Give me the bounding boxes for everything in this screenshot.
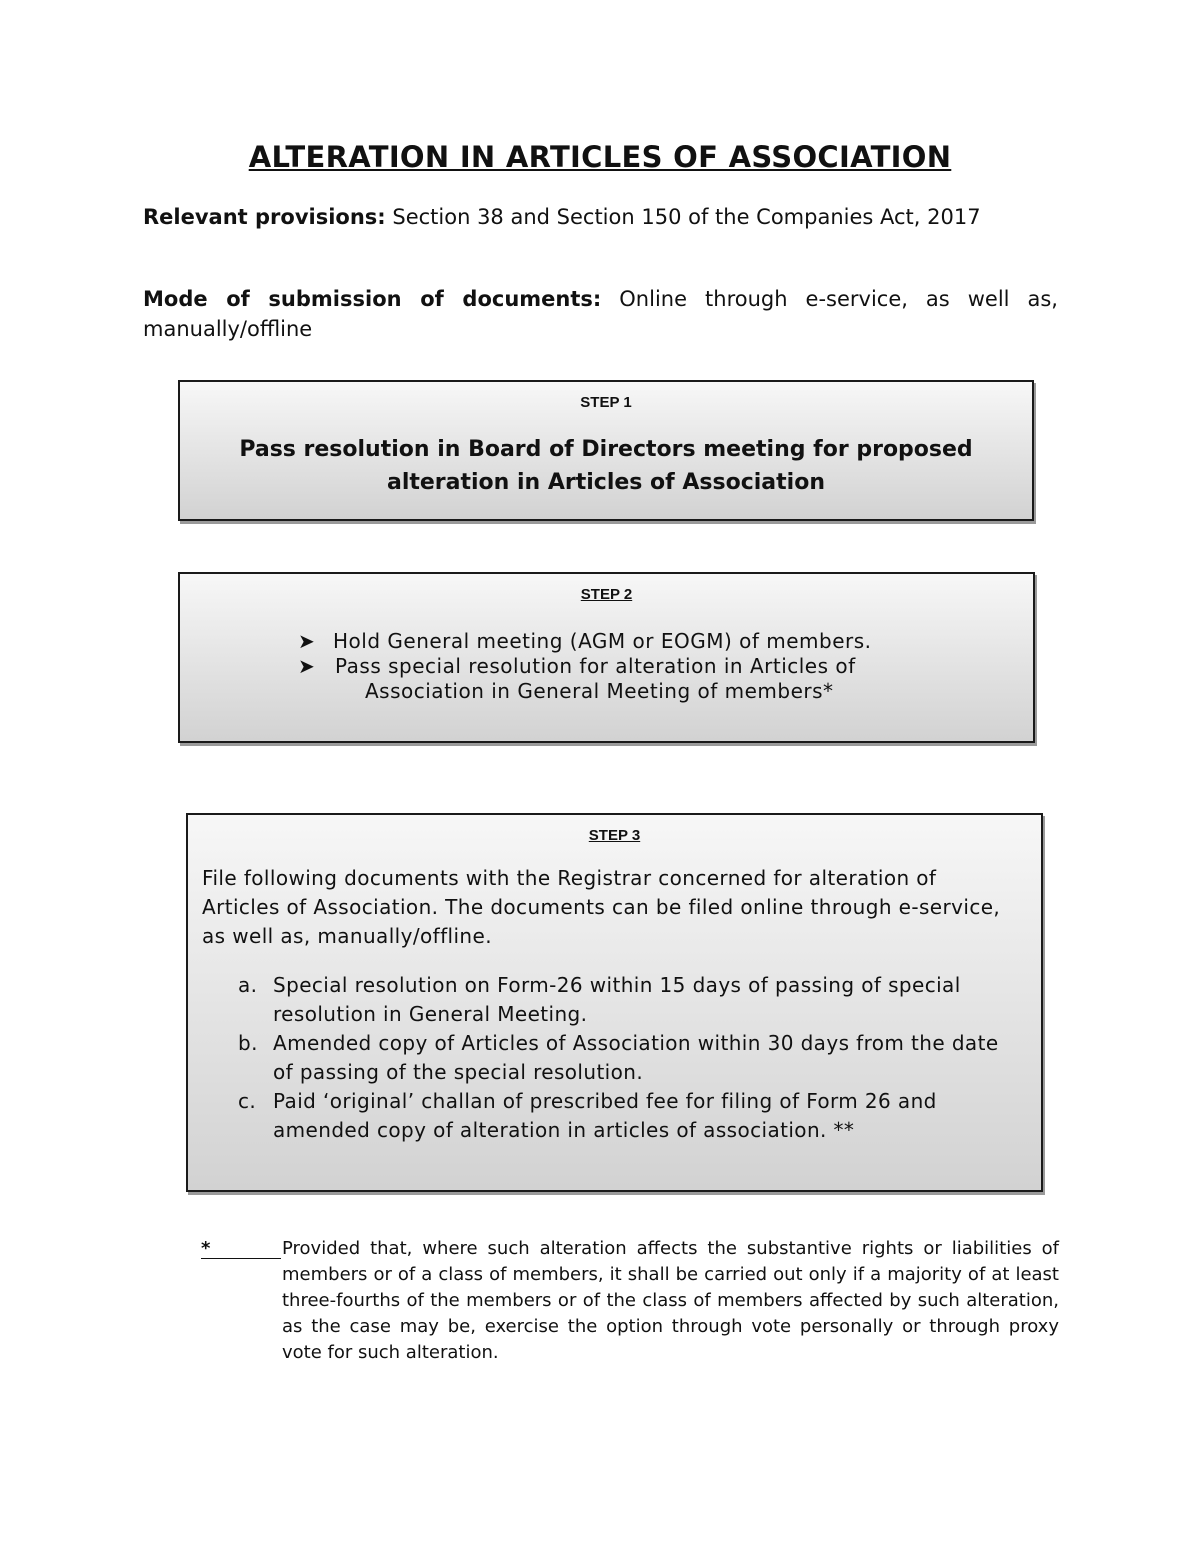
list-item-text: Paid ‘original’ challan of prescribed fee for filing of Form 26 and amended copy of alteration in articles of association. ** [273,1089,937,1142]
step-1-box [178,380,1034,521]
step-2-item-text: Hold General meeting (AGM or EOGM) of members. [333,629,872,653]
list-item-text: Special resolution on Form-26 within 15 days of passing of special resolution in General Meeting. [273,973,961,1026]
footnote-marker: * [201,1236,281,1259]
step-2-box [178,572,1035,743]
step-2-item-text: Pass special resolution for alteration in Articles of [335,654,856,678]
step-1-heading: STEP 1 [580,394,632,411]
list-item [298,629,1033,654]
relevant-provisions-text: Section 38 and Section 150 of the Companies Act, 2017 [385,205,981,229]
mode-of-submission-label: Mode of submission of documents: [143,287,602,311]
list-item [238,1087,1021,1145]
footnote [201,1236,1059,1366]
list-marker: b. [238,1031,258,1055]
footnote-text: Provided that, where such alteration affects the substantive rights or liabilities of members or of a class of members, it shall be carried out only if a majority of at least three-fourths of the members or of the class of members affected by such alteration, as the case may be, exercise the option through vote personally or through proxy vote for such alteration. [282,1238,1059,1363]
step-3-box [186,813,1043,1192]
step-3-intro: File following documents with the Registrar concerned for alteration of Articles of Association. The documents can be filed online through e-service, as well as, manually/offline. [202,866,1001,948]
relevant-provisions-label: Relevant provisions: [143,205,386,229]
page-title: ALTERATION IN ARTICLES OF ASSOCIATION [248,140,952,174]
step-2-list [298,629,1033,704]
list-item [238,1029,1021,1087]
list-item [298,654,1033,704]
arrow-bullet-icon: ➤ [298,629,316,653]
mode-of-submission [143,284,1058,344]
list-item-text: Amended copy of Articles of Association within 30 days from the date of passing of the special resolution. [273,1031,999,1084]
relevant-provisions [143,202,1058,232]
step-2-item-text-continued: Association in General Meeting of members* [365,679,834,703]
mode-of-submission-text: Online through e-service, as well as, manually/offline [143,287,1058,341]
list-item [238,971,1021,1029]
list-marker: a. [238,973,258,997]
step-1-text: Pass resolution in Board of Directors meeting for proposed alteration in Articles of Association [239,437,973,495]
arrow-bullet-icon: ➤ [298,654,316,678]
step-3-heading: STEP 3 [588,827,641,844]
step-2-heading: STEP 2 [580,586,633,603]
list-marker: c. [238,1089,257,1113]
step-3-list [238,971,1021,1145]
